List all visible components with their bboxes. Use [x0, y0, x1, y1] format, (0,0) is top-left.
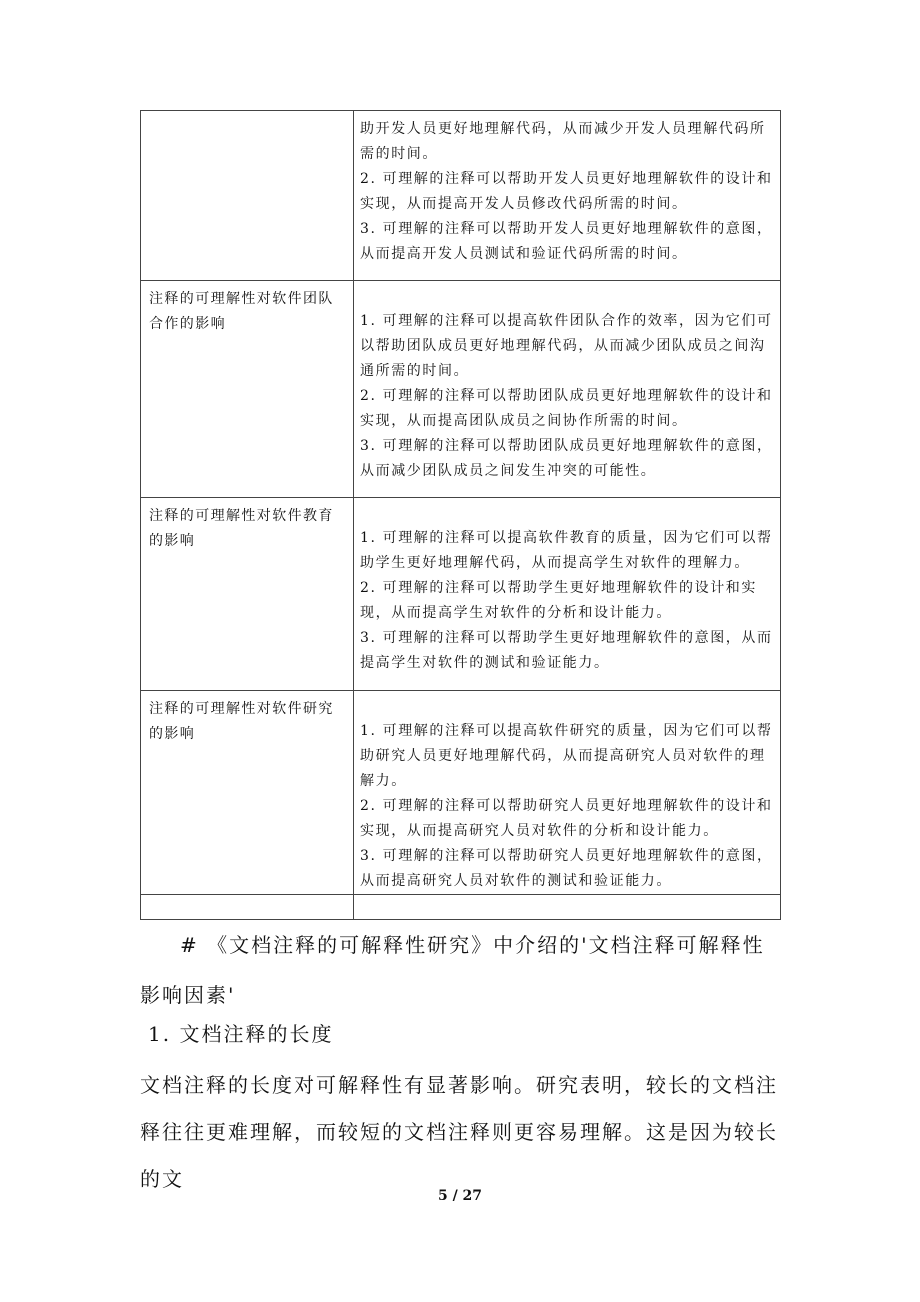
row-content: [354, 498, 780, 676]
row-label-cell: [141, 498, 354, 691]
list-item: 1. 可理解的注释可以提高软件团队合作的效率，因为它们可以帮助团队成员更好地理解代码，从而减少团队成员之间沟通所需的时间。: [360, 313, 773, 379]
row-content-cell: [354, 691, 781, 895]
row-label-cell: [141, 691, 354, 895]
row-label-cell: [141, 281, 354, 498]
table-row: [141, 281, 781, 498]
row-label: 注释的可理解性对软件教育的影响: [149, 508, 334, 549]
body-paragraph: 文档注释的长度对可解释性有显著影响。研究表明，较长的文档注释往往更难理解，而较短的文档注释则更容易理解。这是因为较长的文: [140, 1073, 778, 1191]
page-number: 5 / 27: [437, 1188, 483, 1204]
list-item: 2. 可理解的注释可以帮助学生更好地理解软件的设计和实现，从而提高学生对软件的分析和设计能力。: [360, 580, 758, 621]
table-row-empty: [141, 895, 781, 920]
list-item: 1. 可理解的注释可以提高软件研究的质量，因为它们可以帮助研究人员更好地理解代码，从而提高研究人员对软件的理解力。: [360, 723, 773, 789]
row-label: [141, 111, 353, 117]
empty-cell: [354, 895, 781, 920]
list-item: 2. 可理解的注释可以帮助开发人员更好地理解软件的设计和实现，从而提高开发人员修改代码所需的时间。: [360, 171, 773, 212]
list-item: 3. 可理解的注释可以帮助开发人员更好地理解软件的意图，从而提高开发人员测试和验证代码所需的时间。: [360, 221, 773, 262]
row-label: 注释的可理解性对软件研究的影响: [149, 701, 334, 742]
subsection-heading: 1. 文档注释的长度: [148, 1022, 334, 1046]
empty-cell: [141, 895, 354, 920]
table-row: [141, 691, 781, 895]
row-content-cell: [354, 498, 781, 691]
row-label-cell: [141, 111, 354, 281]
list-item: 助开发人员更好地理解代码，从而减少开发人员理解代码所需的时间。: [360, 121, 766, 162]
row-content-cell: [354, 111, 781, 281]
section-heading: # 《文档注释的可解释性研究》中介绍的'文档注释可解释性影响因素': [140, 933, 765, 1007]
row-content: [354, 281, 780, 484]
list-item: 3. 可理解的注释可以帮助研究人员更好地理解软件的意图，从而提高研究人员对软件的测试和验证能力。: [360, 848, 773, 889]
row-content: [354, 111, 780, 267]
list-item: 2. 可理解的注释可以帮助研究人员更好地理解软件的设计和实现，从而提高研究人员对软件的分析和设计能力。: [360, 798, 773, 839]
row-content: [354, 691, 780, 894]
table-row: [141, 111, 781, 281]
table-row: [141, 498, 781, 691]
row-label: 注释的可理解性对软件团队合作的影响: [149, 291, 334, 332]
row-content-cell: [354, 281, 781, 498]
list-item: 3. 可理解的注释可以帮助学生更好地理解软件的意图，从而提高学生对软件的测试和验证能力。: [360, 630, 773, 671]
list-item: 2. 可理解的注释可以帮助团队成员更好地理解软件的设计和实现，从而提高团队成员之间协作所需的时间。: [360, 388, 773, 429]
list-item: 1. 可理解的注释可以提高软件教育的质量，因为它们可以帮助学生更好地理解代码，从而提高学生对软件的理解力。: [360, 530, 773, 571]
list-item: 3. 可理解的注释可以帮助团队成员更好地理解软件的意图，从而减少团队成员之间发生冲突的可能性。: [360, 438, 773, 479]
comment-impact-table: [140, 110, 781, 920]
